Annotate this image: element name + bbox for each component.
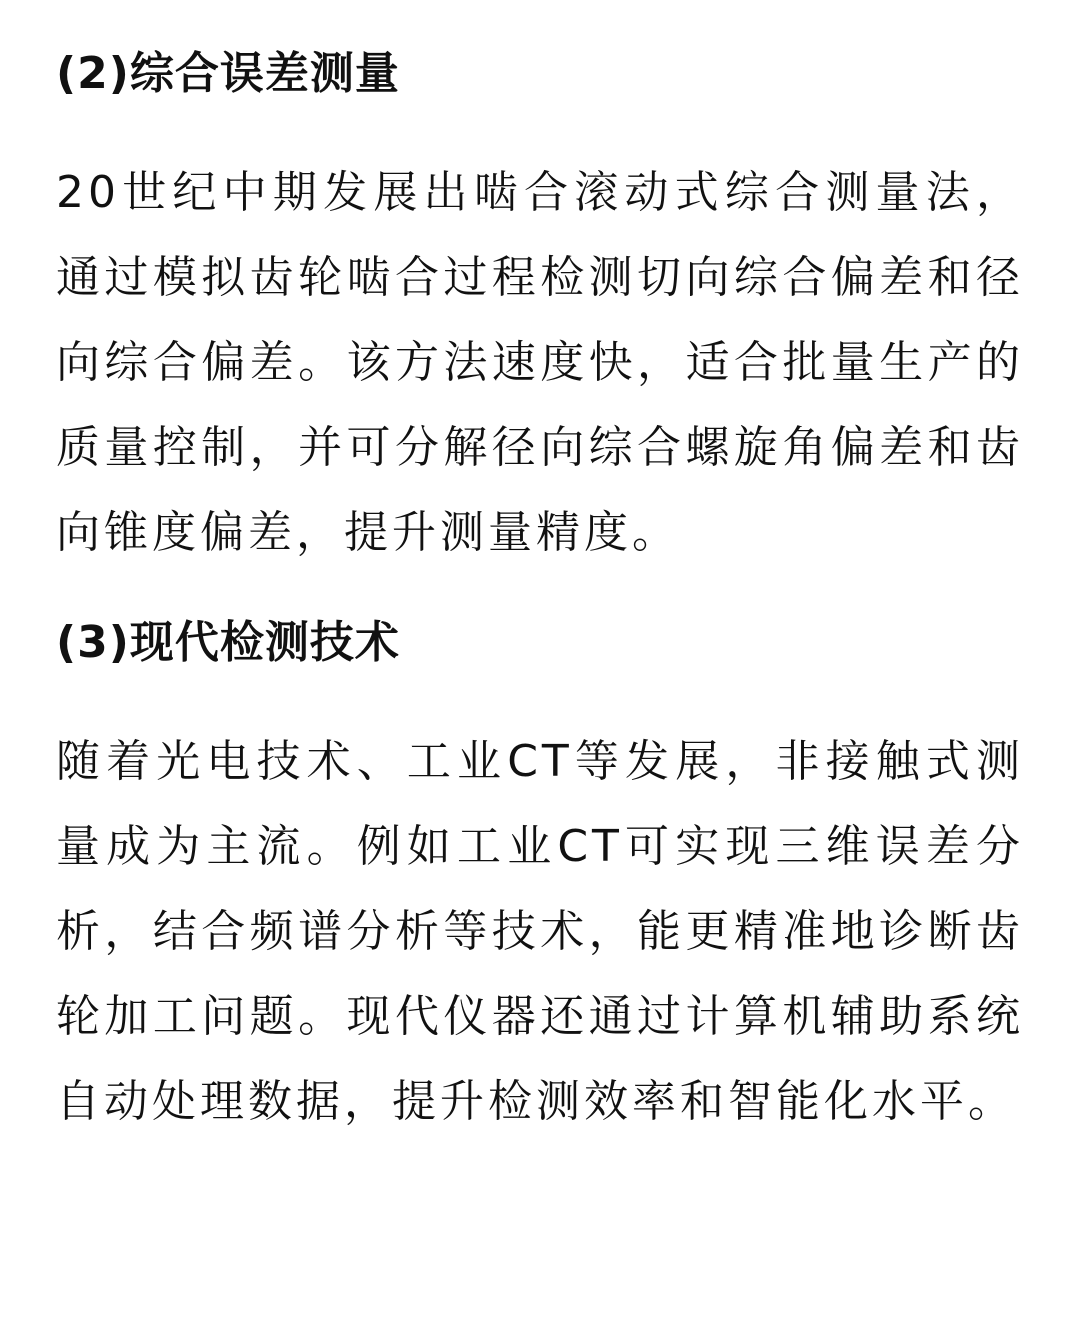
section-heading-comprehensive-error: (2)综合误差测量 [56, 48, 400, 99]
section-body-comprehensive-error: 20世纪中期发展出啮合滚动式综合测量法，通过模拟齿轮啮合过程检测切向综合偏差和径向综合偏差。该方法速度快，适合批量生产的质量控制，并可分解径向综合螺旋角偏差和齿向锥度偏差，提升测量精度。 [56, 167, 1024, 558]
section-body-modern-detection: 随着光电技术、工业CT等发展，非接触式测量成为主流。例如工业CT可实现三维误差分析，结合频谱分析等技术，能更精准地诊断齿轮加工问题。现代仪器还通过计算机辅助系统自动处理数据，提升检测效率和智能化水平。 [56, 736, 1024, 1127]
section-heading-modern-detection: (3)现代检测技术 [56, 617, 400, 668]
